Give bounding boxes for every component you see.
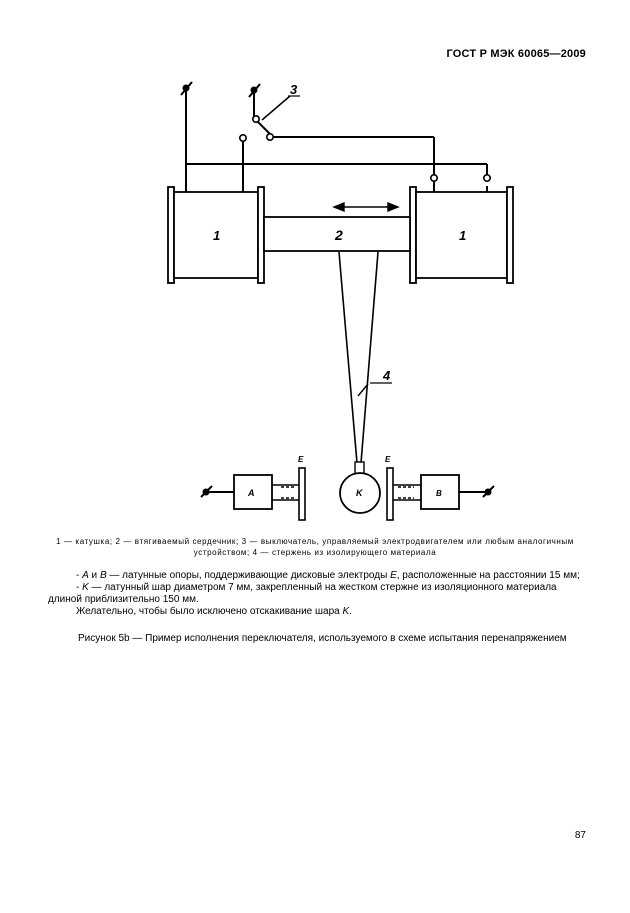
label-core: 2 <box>335 227 343 243</box>
label-ball: K <box>356 488 363 498</box>
label-coil-left: 1 <box>213 228 221 243</box>
insulating-rod <box>339 252 378 463</box>
label-electrode-right: E <box>385 455 391 464</box>
figure-legend <box>40 536 590 558</box>
label-rod: 4 <box>383 368 391 383</box>
label-support-a: A <box>248 488 255 498</box>
legend-line-2: устройством; 4 — стержень из изолирующего материала <box>193 548 437 557</box>
electrode-left <box>299 468 305 520</box>
figure-notes <box>48 570 586 618</box>
note-supports: - A и B — латунные опоры, поддерживающие дисковые электроды E, расположенные на расстоянии 15 мм; <box>76 570 580 581</box>
electrode-right <box>387 468 393 520</box>
label-support-b: B <box>436 489 442 498</box>
page-header: ГОСТ Р МЭК 60065—2009 <box>446 48 586 60</box>
label-electrode-left: E <box>298 455 304 464</box>
terminal-symbol-b <box>483 486 494 497</box>
note-ball: - K — латунный шар диаметром 7 мм, закрепленный на жестком стержне из изоляционного материала длиной приблизительно 150 мм. <box>48 582 557 605</box>
label-switch: 3 <box>290 82 298 97</box>
legend-line-1: 1 — катушка; 2 — втягиваемый сердечник; 3 — выключатель, управляемый электродвигателем или любым аналогичным <box>56 537 574 546</box>
figure-caption: Рисунок 5b — Пример исполнения переключателя, используемого в схеме испытания перенапряжением <box>78 633 567 644</box>
page-number: 87 <box>574 830 586 841</box>
motion-arrow <box>334 203 398 211</box>
note-bounce: Желательно, чтобы было исключено отскакивание шара K. <box>76 606 352 617</box>
label-coil-right: 1 <box>459 228 467 243</box>
